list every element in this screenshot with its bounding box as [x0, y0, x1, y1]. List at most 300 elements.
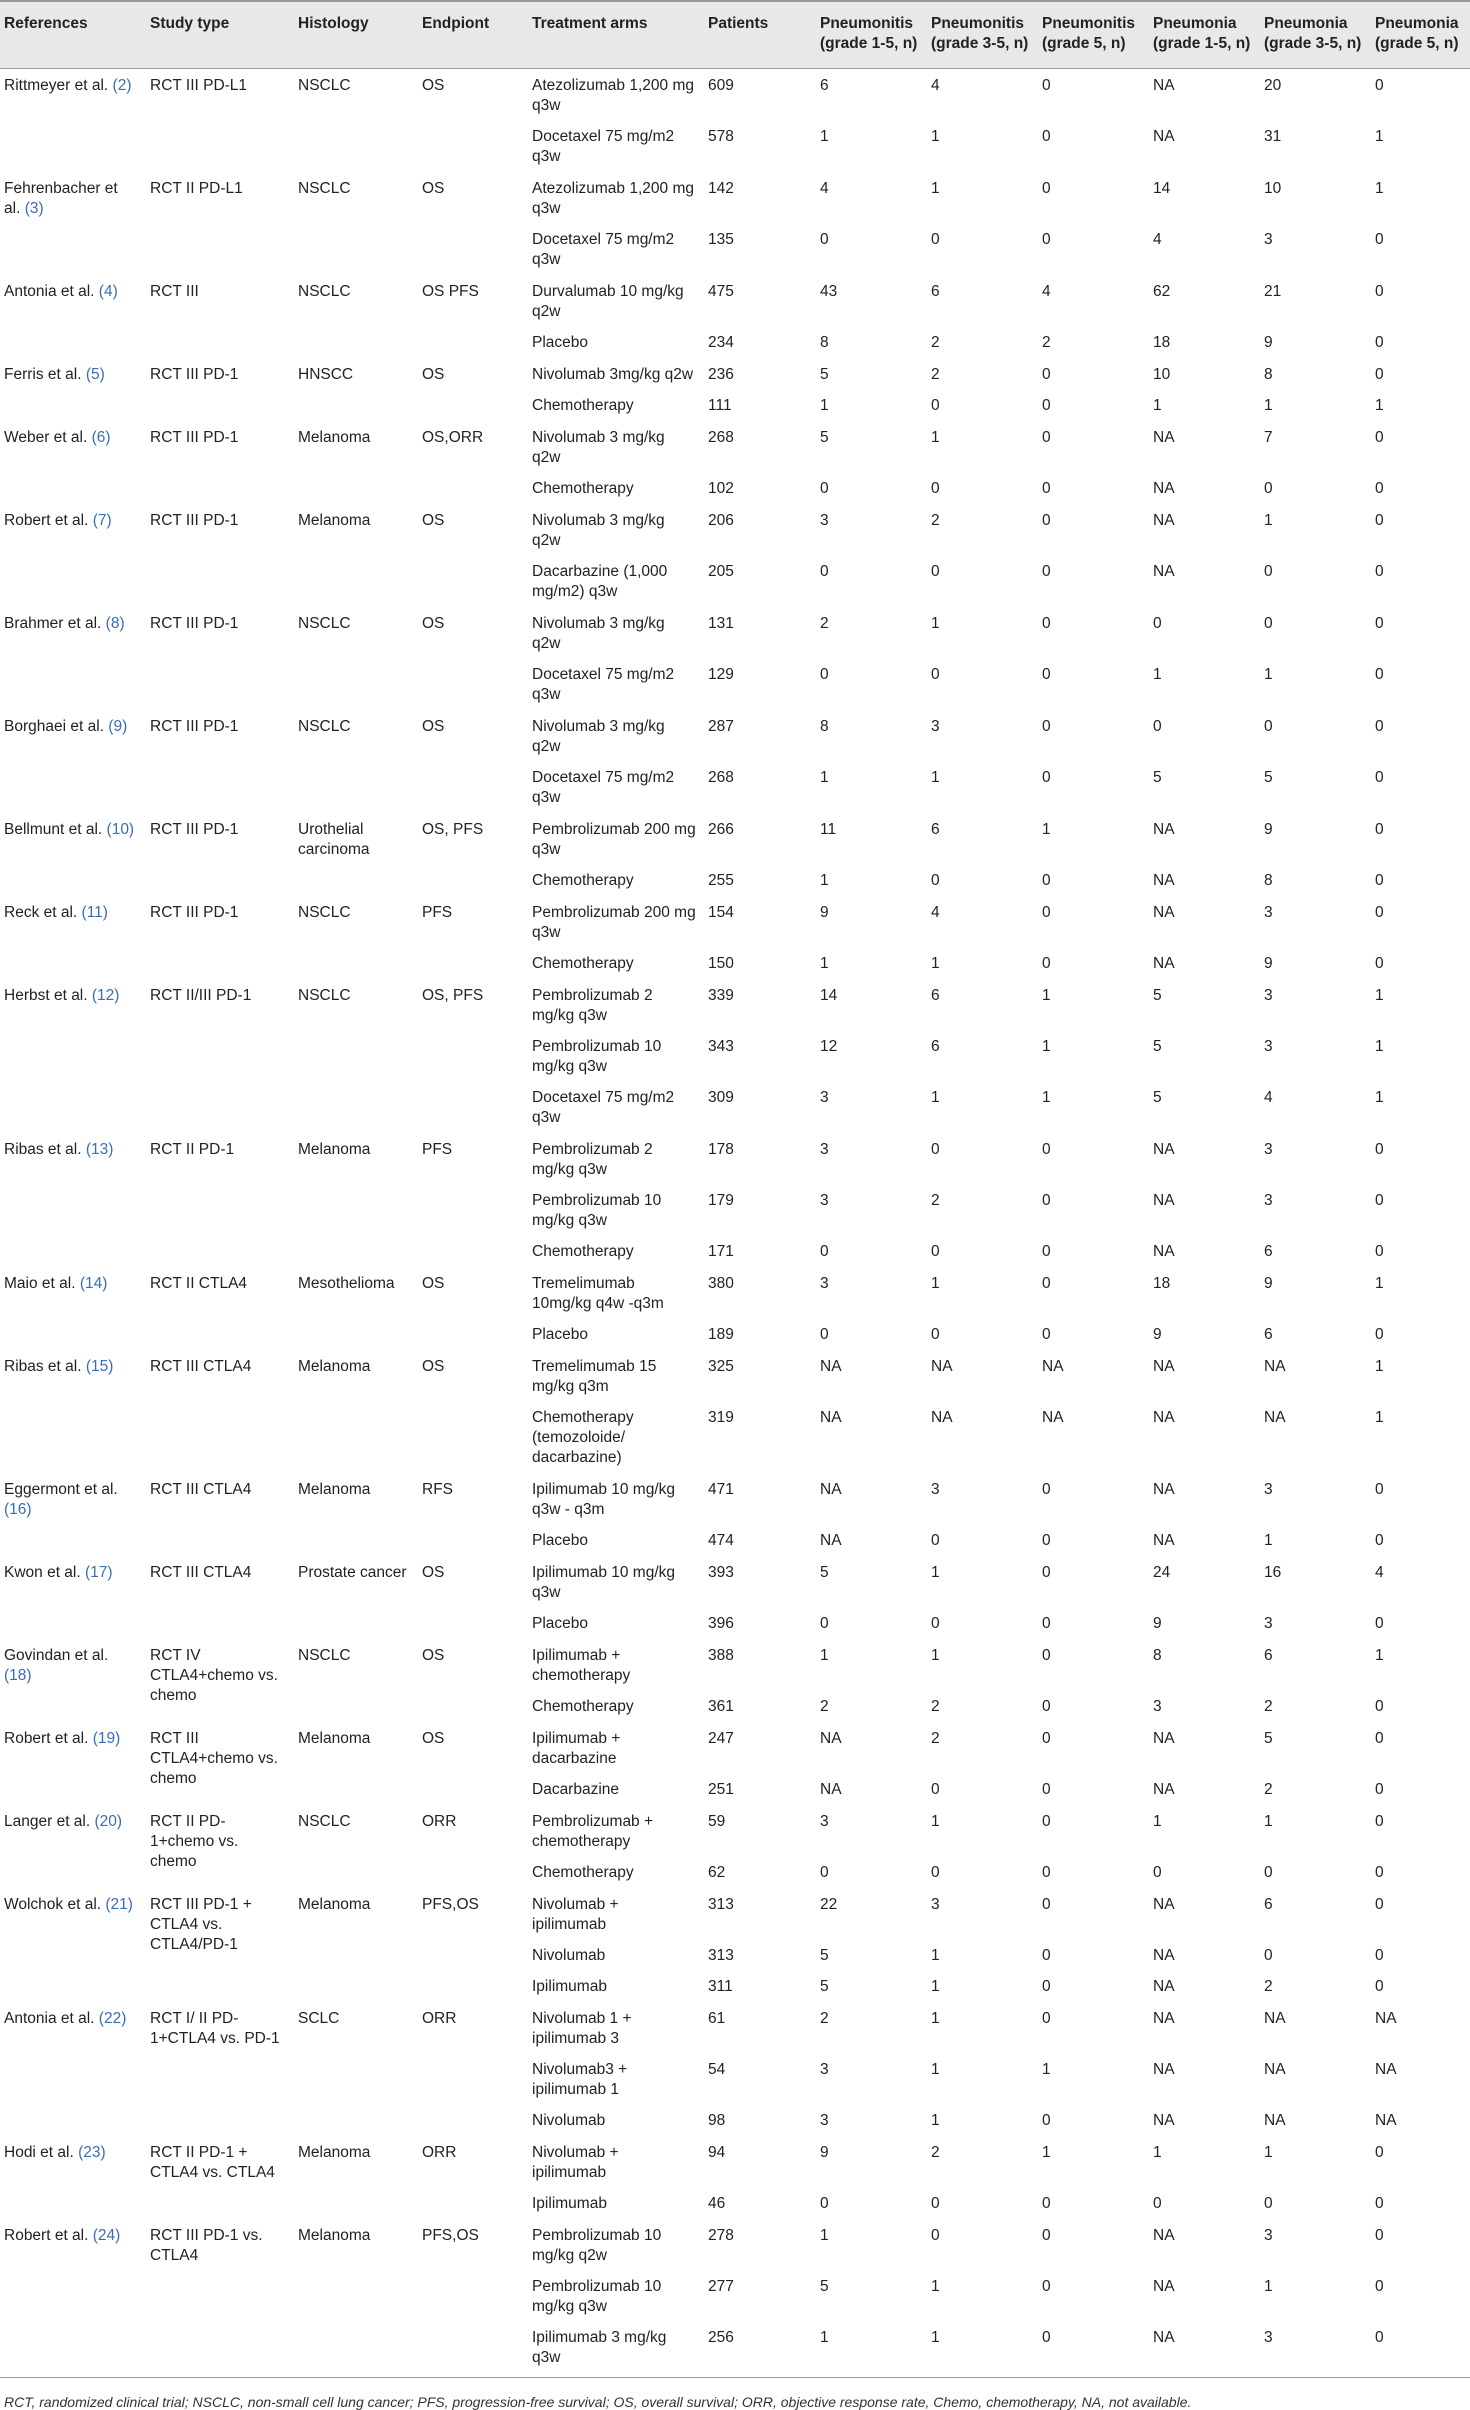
pneumonitis-grade-3-5-cell: 0: [931, 666, 940, 683]
pneumonia-grade-1-5-cell: NA: [1153, 77, 1175, 94]
pneumonia-grade-5-cell: 1: [1375, 1358, 1384, 1375]
pneumonitis-grade-1-5-cell: 3: [820, 1141, 829, 1158]
endpoint-cell: OS,ORR: [422, 429, 484, 446]
pneumonitis-grade-5-cell: 0: [1042, 1243, 1051, 1260]
pneumonitis-grade-1-5-cell: 43: [820, 283, 838, 300]
col-header-pneumonia-grade-5: Pneumonia (grade 5, n): [1369, 1, 1470, 69]
pneumonitis-grade-3-5-cell: 0: [931, 1141, 940, 1158]
pneumonia-grade-5-cell: 0: [1375, 904, 1384, 921]
pneumonitis-grade-5-cell: 0: [1042, 1532, 1051, 1549]
reference-cell: [0, 1350, 144, 1473]
treatment-arm-cell: Dacarbazine: [532, 1781, 620, 1798]
patients-cell: 150: [708, 955, 734, 972]
pneumonia-grade-3-5-cell: 3: [1264, 2329, 1273, 2346]
endpoint-cell: PFS: [422, 904, 453, 921]
treatment-arm-cell: Ipilimumab: [532, 1978, 607, 1995]
pneumonia-grade-5-cell: NA: [1375, 2112, 1397, 2129]
study-type-cell: RCT III PD-1: [150, 821, 239, 838]
pneumonia-grade-5-cell: 1: [1375, 397, 1384, 414]
pneumonia-grade-1-5-cell: 14: [1153, 180, 1171, 197]
pneumonitis-grade-5-cell: 0: [1042, 2278, 1051, 2295]
pneumonia-grade-5-cell: 0: [1375, 1243, 1384, 1260]
pneumonitis-grade-5-cell: 1: [1042, 2144, 1051, 2161]
reference-cell: [0, 1639, 144, 1722]
study-type-cell: RCT III: [150, 283, 199, 300]
table-row: [0, 69, 1470, 122]
treatment-arm-cell: Durvalumab 10 mg/kg q2w: [532, 283, 684, 320]
pneumonia-grade-1-5-cell: 0: [1153, 615, 1162, 632]
pneumonia-grade-5-cell: 0: [1375, 1615, 1384, 1632]
patients-cell: 94: [708, 2144, 726, 2161]
endpoint-cell: OS: [422, 512, 445, 529]
pneumonia-grade-1-5-cell: NA: [1153, 872, 1175, 889]
pneumonia-grade-5-cell: 1: [1375, 1038, 1384, 1055]
pneumonia-grade-5-cell: 1: [1375, 1275, 1384, 1292]
reference-link[interactable]: (11): [81, 904, 108, 921]
treatment-arm-cell: Nivolumab 1 + ipilimumab 3: [532, 2010, 632, 2047]
reference-link[interactable]: (24): [92, 2227, 121, 2244]
pneumonia-grade-1-5-cell: NA: [1153, 2010, 1175, 2027]
study-type-cell: RCT IV CTLA4+chemo vs. chemo: [150, 1647, 278, 1704]
pneumonitis-grade-1-5-cell: 5: [820, 1947, 829, 1964]
reference-cell: [0, 172, 144, 275]
reference-link[interactable]: (2): [112, 77, 132, 94]
pneumonia-grade-5-cell: 0: [1375, 231, 1384, 248]
pneumonia-grade-3-5-cell: 3: [1264, 987, 1273, 1004]
histology-cell: Prostate cancer: [298, 1564, 407, 1581]
treatment-arm-cell: Docetaxel 75 mg/m2 q3w: [532, 1089, 675, 1126]
pneumonitis-grade-3-5-cell: 1: [931, 769, 940, 786]
pneumonia-grade-3-5-cell: 1: [1264, 397, 1273, 414]
treatment-arm-cell: Nivolumab + ipilimumab: [532, 1896, 619, 1933]
pneumonitis-grade-5-cell: 0: [1042, 366, 1051, 383]
pneumonia-grade-5-cell: 1: [1375, 1409, 1384, 1426]
patients-cell: 189: [708, 1326, 734, 1343]
study-type-cell: RCT III CTLA4: [150, 1358, 252, 1375]
col-header-patients: Patients: [702, 1, 814, 69]
patients-cell: 339: [708, 987, 734, 1004]
pneumonitis-grade-5-cell: 0: [1042, 2010, 1051, 2027]
histology-cell: NSCLC: [298, 987, 351, 1004]
patients-cell: 396: [708, 1615, 734, 1632]
reference-link[interactable]: (9): [108, 718, 128, 735]
pneumonitis-grade-3-5-cell: 1: [931, 615, 940, 632]
treatment-arm-cell: Nivolumab3 + ipilimumab 1: [532, 2061, 628, 2098]
pneumonitis-grade-1-5-cell: 14: [820, 987, 838, 1004]
patients-cell: 154: [708, 904, 734, 921]
pneumonia-grade-3-5-cell: 0: [1264, 1864, 1273, 1881]
reference-link[interactable]: (13): [85, 1141, 114, 1158]
reference-link[interactable]: (4): [98, 283, 118, 300]
pneumonia-grade-3-5-cell: NA: [1264, 2061, 1286, 2078]
histology-cell: HNSCC: [298, 366, 354, 383]
pneumonitis-grade-3-5-cell: 6: [931, 821, 940, 838]
pneumonitis-grade-3-5-cell: 0: [931, 1243, 940, 1260]
table-row: [0, 358, 1470, 390]
pneumonitis-grade-5-cell: 0: [1042, 2329, 1051, 2346]
pneumonia-grade-5-cell: 0: [1375, 955, 1384, 972]
patients-cell: 131: [708, 615, 734, 632]
pneumonitis-grade-1-5-cell: NA: [820, 1481, 842, 1498]
reference-authors: Robert et al.: [4, 2227, 89, 2244]
patients-cell: 471: [708, 1481, 734, 1498]
reference-cell: [0, 1888, 144, 2002]
pneumonitis-grade-1-5-cell: 22: [820, 1896, 838, 1913]
patients-cell: 256: [708, 2329, 734, 2346]
study-type-cell: RCT III PD-L1: [150, 77, 248, 94]
pneumonitis-grade-1-5-cell: 5: [820, 1978, 829, 1995]
pneumonia-grade-3-5-cell: 9: [1264, 334, 1273, 351]
treatment-arm-cell: Pembrolizumab 200 mg q3w: [532, 904, 696, 941]
pneumonitis-grade-5-cell: 1: [1042, 821, 1051, 838]
col-header-pneumonia-grade-3-5: Pneumonia (grade 3-5, n): [1258, 1, 1369, 69]
histology-cell: Melanoma: [298, 2144, 371, 2161]
pneumonitis-grade-5-cell: 0: [1042, 180, 1051, 197]
pneumonitis-grade-3-5-cell: NA: [931, 1358, 953, 1375]
treatment-arm-cell: Chemotherapy: [532, 480, 634, 497]
patients-cell: 102: [708, 480, 734, 497]
pneumonitis-grade-3-5-cell: 2: [931, 1730, 940, 1747]
study-type-cell: RCT II PD-1 + CTLA4 vs. CTLA4: [150, 2144, 275, 2181]
reference-cell: [0, 896, 144, 979]
endpoint-cell: RFS: [422, 1481, 453, 1498]
pneumonitis-grade-5-cell: 0: [1042, 872, 1051, 889]
patients-cell: 62: [708, 1864, 726, 1881]
pneumonia-grade-1-5-cell: 62: [1153, 283, 1171, 300]
pneumonitis-grade-3-5-cell: 1: [931, 2010, 940, 2027]
reference-link[interactable]: (14): [79, 1275, 108, 1292]
patients-cell: 475: [708, 283, 734, 300]
pneumonitis-grade-3-5-cell: 0: [931, 563, 940, 580]
patients-cell: 311: [708, 1978, 733, 1995]
reference-cell: [0, 1267, 144, 1350]
patients-cell: 268: [708, 769, 734, 786]
treatment-arm-cell: Ipilimumab + dacarbazine: [532, 1730, 621, 1767]
pneumonia-grade-3-5-cell: 3: [1264, 1481, 1273, 1498]
pneumonia-grade-3-5-cell: 2: [1264, 1698, 1273, 1715]
pneumonia-grade-5-cell: 0: [1375, 1730, 1384, 1747]
pneumonitis-grade-1-5-cell: 0: [820, 1615, 829, 1632]
pneumonia-grade-3-5-cell: 2: [1264, 1978, 1273, 1995]
histology-cell: NSCLC: [298, 615, 351, 632]
reference-cell: [0, 1473, 144, 1556]
reference-link[interactable]: (7): [92, 512, 112, 529]
patients-cell: 361: [708, 1698, 734, 1715]
pneumonitis-grade-5-cell: 0: [1042, 2112, 1051, 2129]
pneumonia-grade-3-5-cell: 8: [1264, 872, 1273, 889]
pneumonitis-grade-5-cell: 2: [1042, 334, 1051, 351]
pneumonitis-grade-5-cell: 1: [1042, 1089, 1051, 1106]
reference-link[interactable]: (10): [106, 821, 135, 838]
pneumonia-grade-3-5-cell: NA: [1264, 2010, 1286, 2027]
pneumonitis-grade-1-5-cell: 1: [820, 955, 829, 972]
pneumonia-grade-3-5-cell: 9: [1264, 955, 1273, 972]
pneumonia-grade-3-5-cell: 1: [1264, 1532, 1273, 1549]
reference-authors: Antonia et al.: [4, 2010, 95, 2027]
treatment-arm-cell: Tremelimumab 10mg/kg q4w -q3m: [532, 1275, 664, 1312]
treatment-arm-cell: Pembrolizumab 2 mg/kg q3w: [532, 1141, 653, 1178]
table-row: [0, 1639, 1470, 1691]
table-row: [0, 275, 1470, 327]
reference-cell: [0, 1805, 144, 1888]
pneumonitis-grade-5-cell: 0: [1042, 1275, 1051, 1292]
endpoint-cell: ORR: [422, 2144, 457, 2161]
pneumonitis-grade-5-cell: 0: [1042, 1813, 1051, 1830]
patients-cell: 251: [708, 1781, 734, 1798]
pneumonitis-grade-3-5-cell: 1: [931, 2061, 940, 2078]
pneumonia-grade-5-cell: 0: [1375, 480, 1384, 497]
reference-cell: [0, 1556, 144, 1639]
treatment-arm-cell: Nivolumab: [532, 1947, 606, 1964]
treatment-arm-cell: Chemotherapy: [532, 397, 634, 414]
patients-cell: 54: [708, 2061, 726, 2078]
endpoint-cell: OS: [422, 1564, 445, 1581]
pneumonitis-grade-1-5-cell: 3: [820, 1089, 829, 1106]
pneumonia-grade-1-5-cell: 5: [1153, 1089, 1162, 1106]
reference-cell: [0, 421, 144, 504]
pneumonitis-grade-5-cell: 0: [1042, 1615, 1051, 1632]
patients-cell: 313: [708, 1947, 734, 1964]
table-row: [0, 1267, 1470, 1319]
histology-cell: NSCLC: [298, 718, 351, 735]
reference-link[interactable]: (3): [24, 200, 44, 217]
pneumonia-grade-1-5-cell: NA: [1153, 563, 1175, 580]
histology-cell: Melanoma: [298, 1896, 371, 1913]
pneumonitis-grade-5-cell: 0: [1042, 1864, 1051, 1881]
pneumonia-grade-5-cell: 0: [1375, 2195, 1384, 2212]
pneumonia-grade-1-5-cell: 10: [1153, 366, 1171, 383]
pneumonitis-grade-3-5-cell: 1: [931, 1089, 940, 1106]
pneumonia-grade-3-5-cell: 6: [1264, 1326, 1273, 1343]
pneumonia-grade-5-cell: 0: [1375, 334, 1384, 351]
treatment-arm-cell: Ipilimumab 10 mg/kg q3w: [532, 1564, 676, 1601]
pneumonitis-grade-5-cell: 0: [1042, 1698, 1051, 1715]
table-row: [0, 1133, 1470, 1185]
treatment-arm-cell: Atezolizumab 1,200 mg q3w: [532, 77, 694, 114]
pneumonia-grade-1-5-cell: 9: [1153, 1615, 1162, 1632]
pneumonia-grade-1-5-cell: 5: [1153, 987, 1162, 1004]
pneumonitis-grade-5-cell: 0: [1042, 1647, 1051, 1664]
patients-cell: 474: [708, 1532, 734, 1549]
pneumonia-grade-1-5-cell: NA: [1153, 821, 1175, 838]
pneumonitis-grade-3-5-cell: 0: [931, 1532, 940, 1549]
reference-link[interactable]: (15): [85, 1358, 114, 1375]
reference-cell: [0, 275, 144, 358]
pneumonia-grade-1-5-cell: 9: [1153, 1326, 1162, 1343]
pneumonitis-grade-3-5-cell: 0: [931, 1781, 940, 1798]
reference-link[interactable]: (23): [78, 2144, 106, 2161]
treatment-arm-cell: Pembrolizumab 10 mg/kg q3w: [532, 1038, 662, 1075]
patients-cell: 325: [708, 1358, 734, 1375]
pneumonia-grade-1-5-cell: 0: [1153, 718, 1162, 735]
pneumonia-grade-3-5-cell: 3: [1264, 2227, 1273, 2244]
study-type-cell: RCT III PD-1: [150, 615, 239, 632]
treatment-arm-cell: Ipilimumab: [532, 2195, 607, 2212]
pneumonitis-grade-3-5-cell: 0: [931, 1326, 940, 1343]
pneumonia-grade-3-5-cell: NA: [1264, 2112, 1286, 2129]
pneumonitis-grade-3-5-cell: 2: [931, 334, 940, 351]
treatment-arm-cell: Nivolumab: [532, 2112, 606, 2129]
pneumonia-grade-5-cell: 0: [1375, 1781, 1384, 1798]
pneumonitis-grade-1-5-cell: 5: [820, 429, 829, 446]
patients-cell: 46: [708, 2195, 726, 2212]
reference-authors: Hodi et al.: [4, 2144, 74, 2161]
pneumonitis-grade-1-5-cell: 3: [820, 1192, 829, 1209]
reference-authors: Fehrenbacher et al.: [4, 180, 118, 217]
pneumonia-grade-5-cell: 0: [1375, 872, 1384, 889]
table-footnote: RCT, randomized clinical trial; NSCLC, non-small cell lung cancer; PFS, progression-free survival; OS, overall survival; ORR, objective response rate, Chemo, chemotherapy, NA, not available.: [0, 2377, 1470, 2410]
treatment-arm-cell: Docetaxel 75 mg/m2 q3w: [532, 231, 675, 268]
pneumonitis-grade-3-5-cell: 6: [931, 1038, 940, 1055]
patients-cell: 178: [708, 1141, 734, 1158]
pneumonitis-grade-3-5-cell: 4: [931, 77, 940, 94]
treatment-arm-cell: Nivolumab 3 mg/kg q2w: [532, 512, 665, 549]
endpoint-cell: OS: [422, 180, 445, 197]
pneumonitis-grade-1-5-cell: 0: [820, 2195, 829, 2212]
pneumonia-grade-3-5-cell: 3: [1264, 1141, 1273, 1158]
pneumonitis-grade-1-5-cell: 9: [820, 2144, 829, 2161]
reference-cell: [0, 2219, 144, 2373]
table-row: [0, 1473, 1470, 1525]
endpoint-cell: OS: [422, 1647, 445, 1664]
study-type-cell: RCT II PD-L1: [150, 180, 243, 197]
reference-authors: Antonia et al.: [4, 283, 95, 300]
histology-cell: Melanoma: [298, 512, 371, 529]
patients-cell: 98: [708, 2112, 726, 2129]
pneumonitis-grade-5-cell: 0: [1042, 1947, 1051, 1964]
reference-authors: Govindan et al.: [4, 1647, 109, 1664]
reference-link[interactable]: (5): [85, 366, 105, 383]
pneumonitis-grade-1-5-cell: 1: [820, 397, 829, 414]
pneumonia-grade-3-5-cell: 0: [1264, 1947, 1273, 1964]
pneumonitis-grade-3-5-cell: 1: [931, 955, 940, 972]
patients-cell: 255: [708, 872, 734, 889]
study-type-cell: RCT II PD-1: [150, 1141, 235, 1158]
pneumonia-grade-3-5-cell: 1: [1264, 1813, 1273, 1830]
pneumonia-grade-3-5-cell: NA: [1264, 1358, 1286, 1375]
col-header-pneumonia-grade-1-5: Pneumonia (grade 1-5, n): [1147, 1, 1258, 69]
pneumonitis-grade-1-5-cell: 8: [820, 718, 829, 735]
pneumonia-grade-5-cell: 0: [1375, 769, 1384, 786]
pneumonitis-grade-1-5-cell: 0: [820, 563, 829, 580]
reference-authors: Reck et al.: [4, 904, 78, 921]
pneumonia-grade-3-5-cell: 1: [1264, 2144, 1273, 2161]
pneumonitis-grade-3-5-cell: NA: [931, 1409, 953, 1426]
histology-cell: Melanoma: [298, 1141, 371, 1158]
col-header-pneumonitis-grade-3-5: Pneumonitis (grade 3-5, n): [925, 1, 1036, 69]
pneumonitis-grade-1-5-cell: 1: [820, 769, 829, 786]
pneumonia-grade-5-cell: 0: [1375, 1326, 1384, 1343]
reference-link[interactable]: (12): [91, 987, 120, 1004]
treatment-arm-cell: Dacarbazine (1,000 mg/m2) q3w: [532, 563, 668, 600]
reference-link[interactable]: (8): [105, 615, 125, 632]
reference-link[interactable]: (19): [92, 1730, 121, 1747]
study-type-cell: RCT III PD-1: [150, 718, 239, 735]
reference-cell: [0, 710, 144, 813]
reference-link[interactable]: (16): [4, 1501, 32, 1518]
study-type-cell: RCT II CTLA4: [150, 1275, 248, 1292]
patients-cell: 393: [708, 1564, 734, 1581]
pneumonia-grade-1-5-cell: 4: [1153, 231, 1162, 248]
treatment-arm-cell: Atezolizumab 1,200 mg q3w: [532, 180, 694, 217]
endpoint-cell: PFS: [422, 1141, 453, 1158]
table-body: [0, 69, 1470, 2374]
pneumonitis-grade-3-5-cell: 4: [931, 904, 940, 921]
pneumonitis-grade-1-5-cell: 6: [820, 77, 829, 94]
pneumonitis-grade-5-cell: 0: [1042, 1326, 1051, 1343]
pneumonia-grade-5-cell: 1: [1375, 128, 1384, 145]
histology-cell: Mesothelioma: [298, 1275, 395, 1292]
pneumonia-grade-1-5-cell: NA: [1153, 1947, 1175, 1964]
pneumonitis-grade-1-5-cell: 1: [820, 2329, 829, 2346]
treatment-arm-cell: Pembrolizumab 2 mg/kg q3w: [532, 987, 653, 1024]
col-header-references: References: [0, 1, 144, 69]
pneumonitis-grade-5-cell: 0: [1042, 231, 1051, 248]
endpoint-cell: ORR: [422, 1813, 457, 1830]
reference-link[interactable]: (18): [4, 1667, 32, 1684]
reference-link[interactable]: (20): [94, 1813, 123, 1830]
pneumonitis-grade-3-5-cell: 1: [931, 2278, 940, 2295]
pneumonitis-grade-1-5-cell: 0: [820, 480, 829, 497]
pneumonitis-grade-3-5-cell: 0: [931, 872, 940, 889]
study-type-cell: RCT III PD-1: [150, 366, 239, 383]
pneumonitis-grade-3-5-cell: 0: [931, 2195, 940, 2212]
table-row: [0, 896, 1470, 948]
pneumonia-grade-5-cell: 0: [1375, 429, 1384, 446]
pneumonitis-grade-5-cell: 0: [1042, 77, 1051, 94]
reference-link[interactable]: (6): [91, 429, 111, 446]
pneumonitis-grade-3-5-cell: 1: [931, 1647, 940, 1664]
histology-cell: Melanoma: [298, 2227, 371, 2244]
pneumonitis-grade-1-5-cell: 3: [820, 512, 829, 529]
pneumonia-grade-3-5-cell: 9: [1264, 821, 1273, 838]
reference-cell: [0, 69, 144, 173]
reference-authors: Langer et al.: [4, 1813, 91, 1830]
treatment-arm-cell: Chemotherapy (temozoloide/ dacarbazine): [532, 1409, 634, 1466]
pneumonitis-grade-5-cell: 1: [1042, 2061, 1051, 2078]
reference-authors: Weber et al.: [4, 429, 88, 446]
patients-cell: 388: [708, 1647, 734, 1664]
pneumonitis-grade-3-5-cell: 0: [931, 397, 940, 414]
pneumonia-grade-5-cell: 0: [1375, 1947, 1384, 1964]
pneumonia-grade-1-5-cell: NA: [1153, 955, 1175, 972]
pneumonitis-grade-3-5-cell: 0: [931, 1864, 940, 1881]
patients-cell: 278: [708, 2227, 734, 2244]
pneumonia-grade-3-5-cell: 5: [1264, 769, 1273, 786]
histology-cell: Melanoma: [298, 429, 371, 446]
patients-cell: 609: [708, 77, 734, 94]
pneumonitis-grade-1-5-cell: 9: [820, 904, 829, 921]
pneumonitis-grade-5-cell: 0: [1042, 769, 1051, 786]
reference-link[interactable]: (22): [98, 2010, 127, 2027]
reference-link[interactable]: (17): [85, 1564, 113, 1581]
pneumonitis-grade-5-cell: 0: [1042, 1781, 1051, 1798]
treatment-arm-cell: Nivolumab 3 mg/kg q2w: [532, 615, 665, 652]
patients-cell: 179: [708, 1192, 734, 1209]
pneumonitis-grade-3-5-cell: 2: [931, 1698, 940, 1715]
table-row: [0, 1556, 1470, 1608]
treatment-arm-cell: Pembrolizumab 200 mg q3w: [532, 821, 696, 858]
treatment-arm-cell: Pembrolizumab 10 mg/kg q2w: [532, 2227, 662, 2264]
col-header-study-type: Study type: [144, 1, 292, 69]
patients-cell: 171: [708, 1243, 734, 1260]
reference-authors: Herbst et al.: [4, 987, 88, 1004]
patients-cell: 277: [708, 2278, 734, 2295]
reference-authors: Rittmeyer et al.: [4, 77, 109, 94]
treatment-arm-cell: Nivolumab 3 mg/kg q2w: [532, 429, 665, 466]
pneumonitis-grade-5-cell: 0: [1042, 1481, 1051, 1498]
reference-link[interactable]: (21): [105, 1896, 133, 1913]
